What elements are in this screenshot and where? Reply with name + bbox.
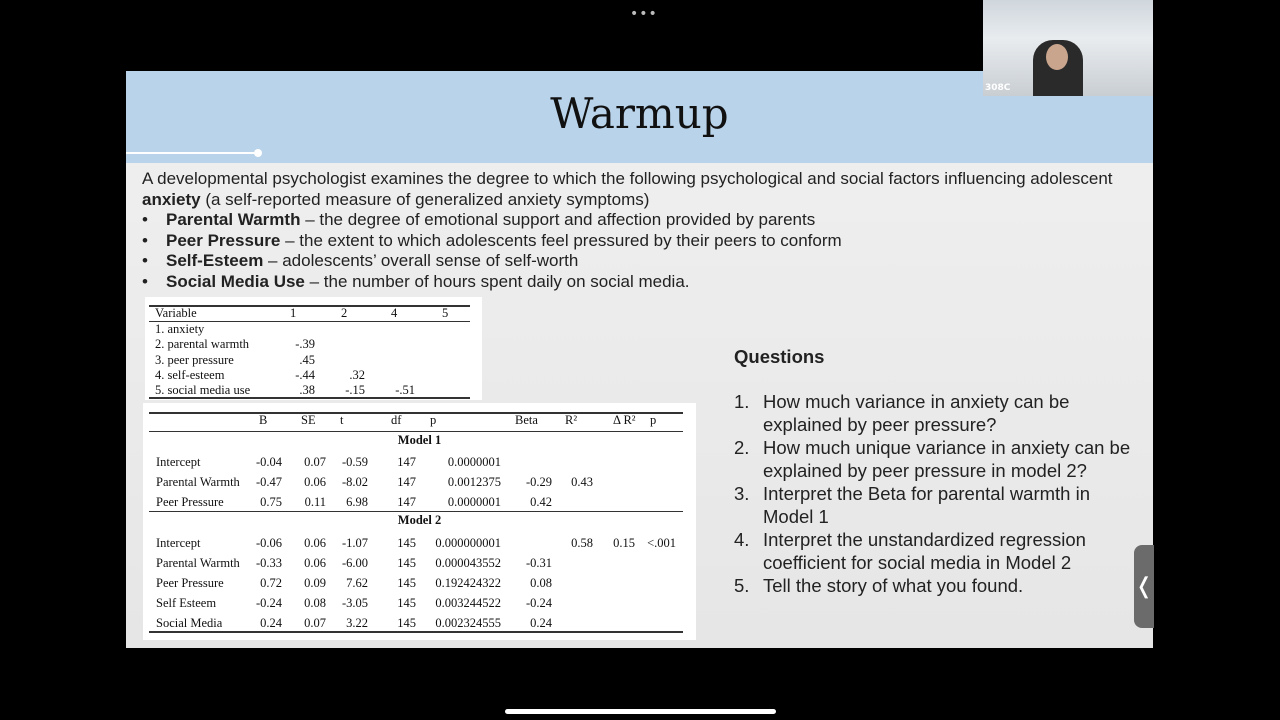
- column-header: B: [259, 413, 268, 427]
- table-cell: 0.09: [304, 576, 326, 590]
- table-cell: 0.75: [260, 495, 282, 509]
- question-number: 1.: [734, 391, 750, 412]
- bullet-desc: – the degree of emotional support and affection provided by parents: [300, 210, 816, 229]
- more-options-icon[interactable]: •••: [630, 6, 658, 22]
- question-number: 2.: [734, 437, 750, 458]
- bullet-item: [142, 231, 1142, 252]
- row-label: Peer Pressure: [156, 576, 224, 590]
- table-cell: 145: [397, 536, 416, 550]
- correlation-value: -.51: [395, 383, 415, 398]
- question-number: 4.: [734, 529, 750, 550]
- table-cell: 145: [397, 596, 416, 610]
- table-cell: 147: [397, 495, 416, 509]
- table-cell: 0.24: [530, 616, 552, 630]
- table-cell: 147: [397, 455, 416, 469]
- row-label: Self Esteem: [156, 596, 217, 610]
- table-cell: 145: [397, 576, 416, 590]
- row-label: Intercept: [156, 536, 201, 550]
- column-header: df: [391, 413, 402, 427]
- table-cell: -0.06: [255, 536, 282, 550]
- column-header: 2: [341, 306, 348, 320]
- questions-heading: Questions: [734, 346, 825, 367]
- table-cell: -0.47: [255, 475, 282, 489]
- row-label: Parental Warmth: [156, 475, 240, 489]
- row-label: Peer Pressure: [156, 495, 224, 509]
- table-cell: 145: [397, 616, 416, 630]
- question-item: [734, 436, 1134, 482]
- table-rule: [149, 412, 683, 414]
- column-header: Δ R²: [613, 413, 636, 427]
- table-rule: [149, 511, 683, 512]
- table-cell: 0.15: [613, 536, 635, 550]
- table-cell: 0.06: [304, 556, 326, 570]
- model-2-label: Model 2: [397, 513, 442, 527]
- table-cell: 0.06: [304, 536, 326, 550]
- table-cell: 0.72: [260, 576, 282, 590]
- row-label: Parental Warmth: [156, 556, 240, 570]
- table-cell: -8.02: [341, 475, 368, 489]
- bullet-item: [142, 272, 1142, 293]
- correlation-value: -.15: [345, 383, 365, 398]
- row-label: 1. anxiety: [155, 322, 205, 336]
- table-rule: [149, 631, 683, 633]
- question-text: Tell the story of what you found.: [763, 575, 1024, 596]
- table-cell: 0.06: [304, 475, 326, 489]
- side-panel-handle[interactable]: ❬: [1134, 545, 1154, 628]
- intro-part: A developmental psychologist examines the degree to which the following psychological and social factors influencing adolescent: [142, 169, 1113, 188]
- decorative-dot: [254, 149, 262, 157]
- correlation-value: .38: [299, 383, 315, 398]
- column-header: SE: [301, 413, 316, 427]
- table-cell: -6.00: [341, 556, 368, 570]
- column-header: 4: [391, 306, 398, 320]
- column-header: 5: [442, 306, 449, 320]
- column-header: 1: [290, 306, 297, 320]
- intro-text: [142, 169, 1142, 210]
- column-header: Beta: [515, 413, 538, 427]
- bullet-term: Peer Pressure: [166, 230, 281, 250]
- table-cell: 0.0000001: [447, 455, 501, 469]
- questions-panel: [734, 345, 1134, 597]
- table-cell: -0.29: [525, 475, 552, 489]
- model-1-label: Model 1: [397, 433, 442, 447]
- question-number: 5.: [734, 575, 750, 596]
- table-cell: -0.24: [525, 596, 552, 610]
- question-item: [734, 390, 1134, 436]
- table-cell: 0.11: [304, 495, 326, 509]
- decorative-line: [126, 152, 261, 154]
- bullet-term: Self-Esteem: [166, 251, 264, 270]
- table-cell: -0.31: [525, 556, 552, 570]
- bullet-desc: – the number of hours spent daily on social media.: [304, 271, 690, 291]
- question-text: How much unique variance in anxiety can be explained by peer pressure in model 2?: [763, 437, 1131, 481]
- slide-title: Warmup: [550, 89, 729, 138]
- table-cell: 0.08: [304, 596, 326, 610]
- row-label: Social Media: [156, 616, 223, 630]
- question-text: Interpret the unstandardized regression coefficient for social media in Model 2: [763, 529, 1086, 573]
- question-item: [734, 528, 1134, 574]
- row-label: 5. social media use: [155, 383, 251, 398]
- table-cell: 0.0012375: [447, 475, 501, 489]
- table-cell: 3.22: [346, 616, 368, 630]
- home-indicator[interactable]: [505, 709, 776, 714]
- table-cell: 0.192424322: [435, 576, 501, 590]
- table-cell: 0.58: [571, 536, 593, 550]
- table-cell: 0.000043552: [435, 556, 501, 570]
- bullet-desc: – adolescents’ overall sense of self-worth: [263, 251, 579, 270]
- regression-table: [143, 403, 696, 640]
- webcam-thumbnail[interactable]: [983, 0, 1153, 96]
- bullet-term: Parental Warmth: [166, 210, 301, 229]
- question-text: Interpret the Beta for parental warmth in Model 1: [763, 483, 1091, 527]
- table-cell: -0.59: [341, 455, 368, 469]
- table-rule: [149, 305, 470, 307]
- question-number: 3.: [734, 483, 750, 504]
- correlation-value: -.39: [295, 337, 315, 352]
- intro-keyword: anxiety: [142, 189, 201, 209]
- correlation-value: -.44: [295, 367, 315, 382]
- intro-part: (a self-reported measure of generalized anxiety symptoms): [200, 189, 650, 209]
- bullet-term: Social Media Use: [166, 271, 305, 291]
- table-cell: -1.07: [341, 536, 368, 550]
- question-item: [734, 482, 1134, 528]
- correlation-table: [145, 297, 482, 400]
- table-cell: 0.08: [530, 576, 552, 590]
- column-header: R²: [565, 413, 578, 427]
- bullet-desc: – the extent to which adolescents feel pressured by their peers to conform: [280, 230, 842, 250]
- bullet-item: [142, 251, 1142, 272]
- table-cell: -0.04: [255, 455, 282, 469]
- correlation-value: .32: [349, 367, 365, 382]
- table-cell: 0.07: [304, 455, 326, 469]
- correlation-value: .45: [299, 352, 315, 367]
- table-cell: 0.000000001: [435, 536, 501, 550]
- table-cell: 0.24: [260, 616, 282, 630]
- question-item: [734, 574, 1134, 597]
- slide-intro: [142, 169, 1142, 292]
- row-label: 2. parental warmth: [155, 337, 250, 352]
- table-cell: 0.43: [571, 475, 593, 489]
- table-cell: 0.003244522: [435, 596, 501, 610]
- table-cell: 0.002324555: [435, 616, 501, 630]
- table-cell: <.001: [647, 536, 676, 550]
- column-header: t: [340, 413, 344, 427]
- column-header: Variable: [155, 306, 197, 320]
- table-cell: -3.05: [341, 596, 368, 610]
- table-cell: 145: [397, 556, 416, 570]
- row-label: 4. self-esteem: [155, 367, 225, 382]
- table-cell: -0.33: [255, 556, 282, 570]
- row-label: 3. peer pressure: [155, 352, 234, 367]
- table-cell: 0.42: [530, 495, 552, 509]
- bullet-item: [142, 210, 1142, 231]
- column-header: p: [430, 413, 437, 427]
- table-cell: 7.62: [346, 576, 368, 590]
- table-cell: 0.0000001: [447, 495, 501, 509]
- column-header: p: [650, 413, 657, 427]
- question-text: How much variance in anxiety can be explained by peer pressure?: [763, 391, 1070, 435]
- presenter-face: [1046, 44, 1068, 70]
- table-rule: [149, 431, 683, 432]
- room-label: 308C: [985, 83, 1011, 93]
- table-cell: 0.07: [304, 616, 326, 630]
- row-label: Intercept: [156, 455, 201, 469]
- table-cell: 6.98: [346, 495, 368, 509]
- table-cell: -0.24: [255, 596, 282, 610]
- table-cell: 147: [397, 475, 416, 489]
